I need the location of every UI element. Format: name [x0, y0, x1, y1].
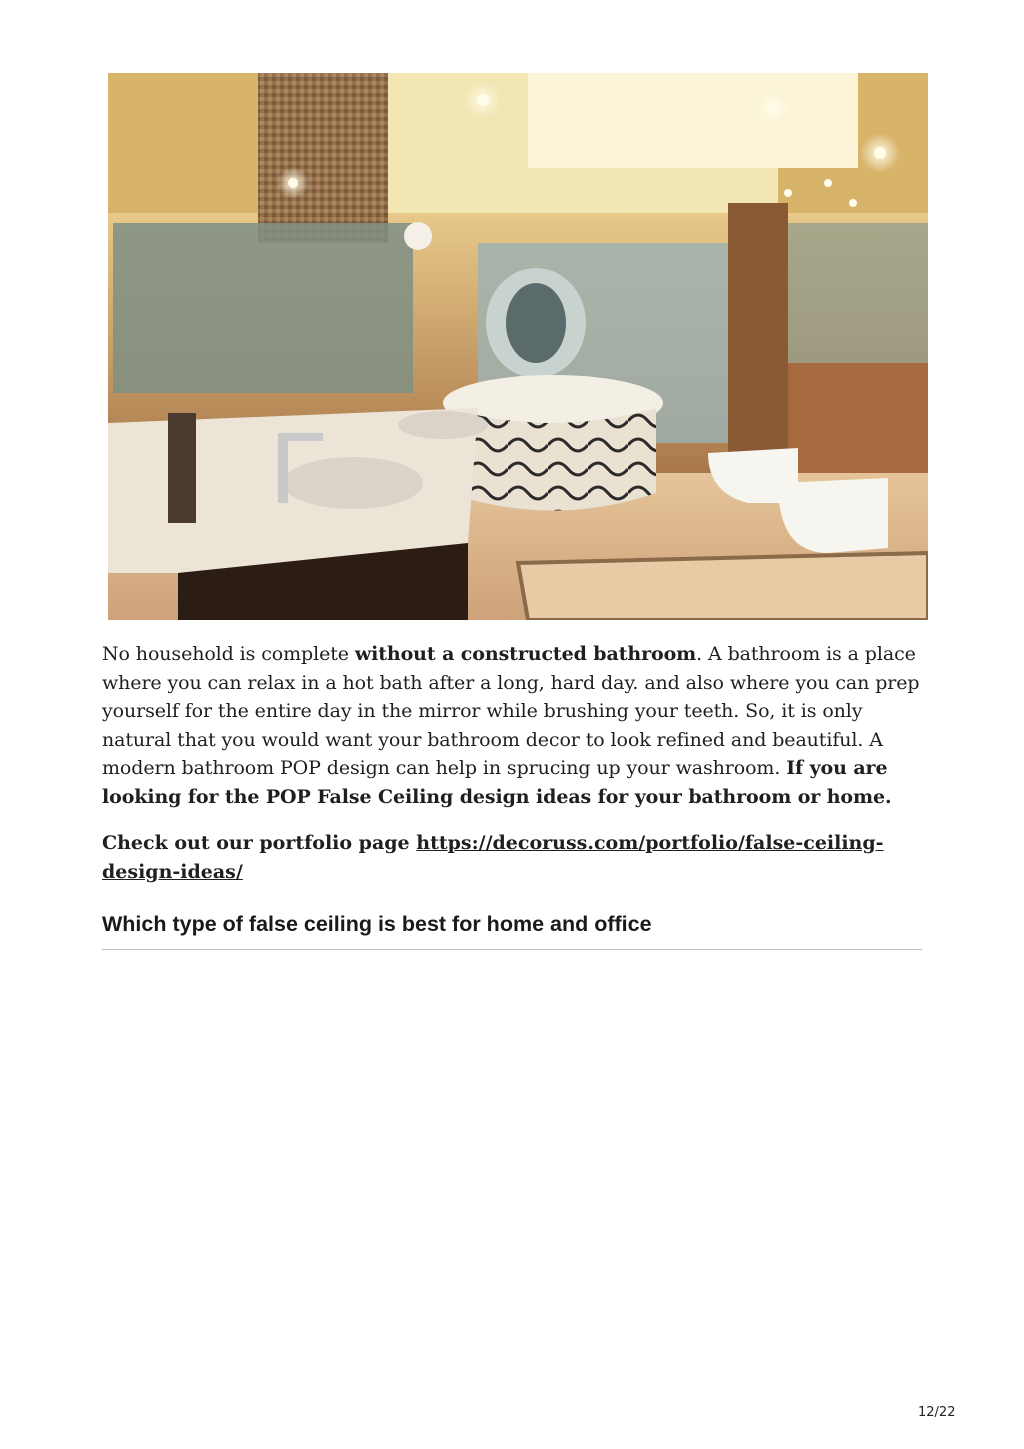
- intro-bold-1: without a constructed bathroom: [354, 643, 697, 665]
- bathroom-photo: [108, 73, 928, 620]
- portfolio-paragraph: [102, 829, 922, 886]
- page-number: 12/22: [918, 1405, 956, 1420]
- portfolio-link[interactable]: https://decoruss.com/portfolio/false-ceiling-design-ideas/: [102, 832, 884, 883]
- portfolio-lead: Check out our portfolio page: [102, 832, 417, 854]
- article-body: [102, 640, 922, 950]
- intro-text-2: . A bathroom is a place where you can relax in a hot bath after a long, hard day. and also where you can prep yourself for the entire day in the mirror while brushing your teeth. So, it is only natural that you would want your bathroom decor to look refined and beautiful. A modern bathroom POP design can help in sprucing up your washroom.: [102, 643, 920, 779]
- section-heading: Which type of false ceiling is best for home and office: [102, 908, 922, 950]
- intro-text-1: No household is complete: [102, 643, 355, 665]
- intro-bold-2: If you are looking for the POP False Ceiling design ideas for your bathroom or home.: [102, 757, 892, 808]
- intro-paragraph: [102, 640, 922, 811]
